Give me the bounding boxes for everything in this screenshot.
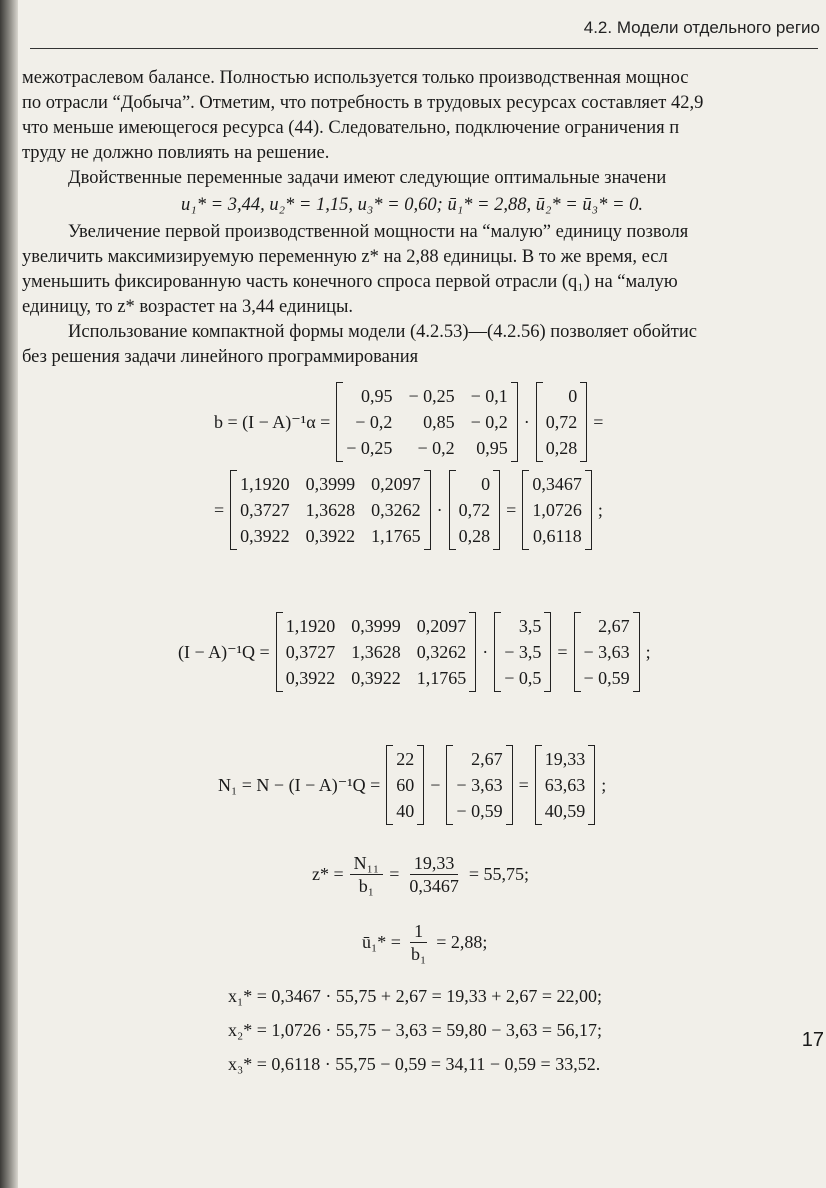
matrix-cell: 0,3999 <box>305 474 356 494</box>
matrix-cell: − 3,63 <box>456 775 503 795</box>
matrix-cell: 0,3727 <box>285 642 336 662</box>
matrix-cell: 2,67 <box>598 616 630 636</box>
paragraph-line: что меньше имеющегося ресурса (44). Следовательно, подключение ограничения п <box>22 118 680 138</box>
equation-b: b = (I − A)⁻¹α = 0,95 − 0,25 − 0,1 − 0,2 0,85 − 0,2 − 0,25 − 0,2 0,95 · 0 0,72 0,28 = <box>214 382 603 462</box>
fraction <box>350 852 384 897</box>
matrix-cell: 63,63 <box>544 775 586 795</box>
fraction <box>407 920 430 965</box>
matrix-cell: − 3,5 <box>504 642 542 662</box>
equation-lhs: z* = <box>312 864 344 884</box>
denominator: b₁ <box>410 944 427 964</box>
matrix-cell: 0 <box>568 386 578 406</box>
book-binding-shadow <box>0 0 18 1188</box>
equation-lhs: (I − A)⁻¹Q = <box>178 641 270 662</box>
matrix-cell: 0,95 <box>360 386 393 406</box>
paragraph-line: межотраслевом балансе. Полностью используется только производственная мощнос <box>22 68 689 88</box>
vector <box>446 745 512 825</box>
matrix-cell: 0,6118 <box>532 526 582 546</box>
equation-x1: x₁* = 0,3467 · 55,75 + 2,67 = 19,33 + 2,67 = 22,00; <box>228 986 603 1006</box>
paragraph-line: увеличить максимизируемую переменную z* на 2,88 единицы. В то же время, есл <box>22 247 668 267</box>
paragraph-line: Двойственные переменные задачи имеют следующие оптимальные значени <box>68 168 667 188</box>
matrix-cell: 0,3262 <box>416 642 467 662</box>
matrix-cell: 0,3922 <box>285 668 336 688</box>
matrix-cell: − 0,59 <box>583 668 630 688</box>
matrix-cell: 0,28 <box>545 438 578 458</box>
vector <box>386 745 424 825</box>
matrix-cell: 0,28 <box>458 526 491 546</box>
denominator: 0,3467 <box>409 876 459 896</box>
matrix-cell: 22 <box>396 749 415 769</box>
paragraph-line: труду не должно повлиять на решение. <box>22 143 330 163</box>
vector-result <box>522 470 592 550</box>
paragraph-line: без решения задачи линейного программирования <box>22 347 419 367</box>
matrix-cell: − 0,2 <box>417 438 455 458</box>
denominator: b₁ <box>358 876 375 896</box>
matrix-cell: 1,1920 <box>240 474 290 494</box>
matrix-cell: 0,85 <box>423 412 455 432</box>
dual-values: u₁* = 3,44, u₂* = 1,15, u₃* = 0,60; ū₁* = 2,88, ū₂* = ū₃* = 0. <box>181 195 643 215</box>
vector <box>449 470 501 550</box>
equation-z: z* = $\frac{\text{N₁₁}}{\text{b₁}}$ = $\frac{19,33}{0,3467}$ = 55,75; <box>312 853 530 896</box>
matrix-cell: 0,3922 <box>240 526 290 546</box>
matrix-cell: − 0,2 <box>355 412 393 432</box>
matrix-cell: 0,3999 <box>351 616 401 636</box>
matrix-cell: − 0,2 <box>470 412 508 432</box>
equation-n1: N₁ = N − (I − A)⁻¹Q = 22 60 40 − 2,67 − 3,63 − 0,59 = 19,33 63,63 40,59 ; <box>218 745 606 825</box>
vector-result <box>535 745 596 825</box>
equation-rhs: = 2,88; <box>436 932 488 952</box>
equation-rhs: = 55,75; <box>468 864 530 884</box>
matrix-cell: 0,3922 <box>305 526 356 546</box>
matrix <box>336 382 517 462</box>
matrix-cell: 60 <box>396 775 415 795</box>
matrix-cell: 1,1765 <box>416 668 467 688</box>
matrix-cell: 1,3628 <box>351 642 401 662</box>
equation-lhs: ū₁* = <box>362 932 401 952</box>
running-header: 4.2. Модели отдельного регио <box>583 18 820 37</box>
matrix-cell: 2,67 <box>471 749 503 769</box>
matrix-cell: 0,3922 <box>351 668 401 688</box>
matrix-cell: 1,0726 <box>532 500 582 520</box>
vector <box>536 382 588 462</box>
matrix-cell: 1,1920 <box>285 616 336 636</box>
equation-q: (I − A)⁻¹Q = 1,1920 0,3999 0,2097 0,3727 1,3628 0,3262 0,3922 0,3922 1,1765 · 3,5 − 3,5 − 0,5 = 2,67 − 3,63 − 0,59 ; <box>178 612 651 692</box>
vector-result <box>574 612 640 692</box>
matrix-cell: 19,33 <box>544 749 586 769</box>
matrix-cell: 0,3727 <box>240 500 290 520</box>
matrix-cell: − 0,25 <box>408 386 455 406</box>
matrix-cell: 40,59 <box>544 801 586 821</box>
equation-u <box>362 920 487 965</box>
page-number: 17 <box>801 1029 824 1051</box>
equation-b-continued: = 1,1920 0,3999 0,2097 0,3727 1,3628 0,3262 0,3922 0,3922 1,1765 · 0 0,72 0,28 = 0,3467 1,0726 0,6118 ; <box>214 470 603 550</box>
paragraph-line: Использование компактной формы модели (4.2.53)—(4.2.56) позволяет обойтис <box>68 322 697 342</box>
paragraph-line: Увеличение первой производственной мощности на “малую” единицу позволя <box>68 222 689 242</box>
matrix-cell: 0,3262 <box>371 500 421 520</box>
equation-lhs: N₁ = N − (I − A)⁻¹Q = <box>218 774 381 795</box>
matrix-cell: − 0,5 <box>504 668 542 688</box>
matrix-cell: 0,72 <box>458 500 491 520</box>
matrix <box>276 612 477 692</box>
matrix-cell: − 0,25 <box>346 438 393 458</box>
matrix-cell: − 0,59 <box>456 801 503 821</box>
equation-x2: x₂* = 1,0726 · 55,75 − 3,63 = 59,80 − 3,63 = 56,17; <box>228 1020 603 1040</box>
matrix-cell: 0,95 <box>476 438 508 458</box>
matrix-cell: − 0,1 <box>470 386 508 406</box>
matrix-cell: 0,72 <box>545 412 578 432</box>
matrix-cell: 3,5 <box>518 616 542 636</box>
matrix-cell: 0,2097 <box>371 474 421 494</box>
equation-x3: x₃* = 0,6118 · 55,75 − 0,59 = 34,11 − 0,59 = 33,52. <box>228 1054 601 1074</box>
equation-lhs: b = (I − A)⁻¹α = <box>214 411 331 432</box>
numerator: 19,33 <box>410 852 459 875</box>
matrix-cell: − 3,63 <box>583 642 630 662</box>
matrix-cell: 1,3628 <box>305 500 356 520</box>
paragraph-line: уменьшить фиксированную часть конечного спроса первой отрасли (q₁) на “малую <box>22 272 678 292</box>
numerator: N₁₁ <box>350 852 384 875</box>
matrix-cell: 1,1765 <box>371 526 421 546</box>
matrix-cell: 0,2097 <box>416 616 467 636</box>
vector <box>494 612 551 692</box>
fraction <box>405 852 463 897</box>
body-text-block-1 <box>22 66 822 370</box>
paragraph-line: по отрасли “Добыча”. Отметим, что потребность в трудовых ресурсах составляет 42,9 <box>22 93 704 113</box>
numerator: 1 <box>410 920 427 943</box>
matrix-cell: 0,3467 <box>532 474 582 494</box>
matrix-cell: 0 <box>481 474 491 494</box>
matrix <box>230 470 431 550</box>
paragraph-line: единицу, то z* возрастет на 3,44 единицы. <box>22 297 354 317</box>
matrix-cell: 40 <box>396 801 415 821</box>
header-rule <box>30 48 818 49</box>
